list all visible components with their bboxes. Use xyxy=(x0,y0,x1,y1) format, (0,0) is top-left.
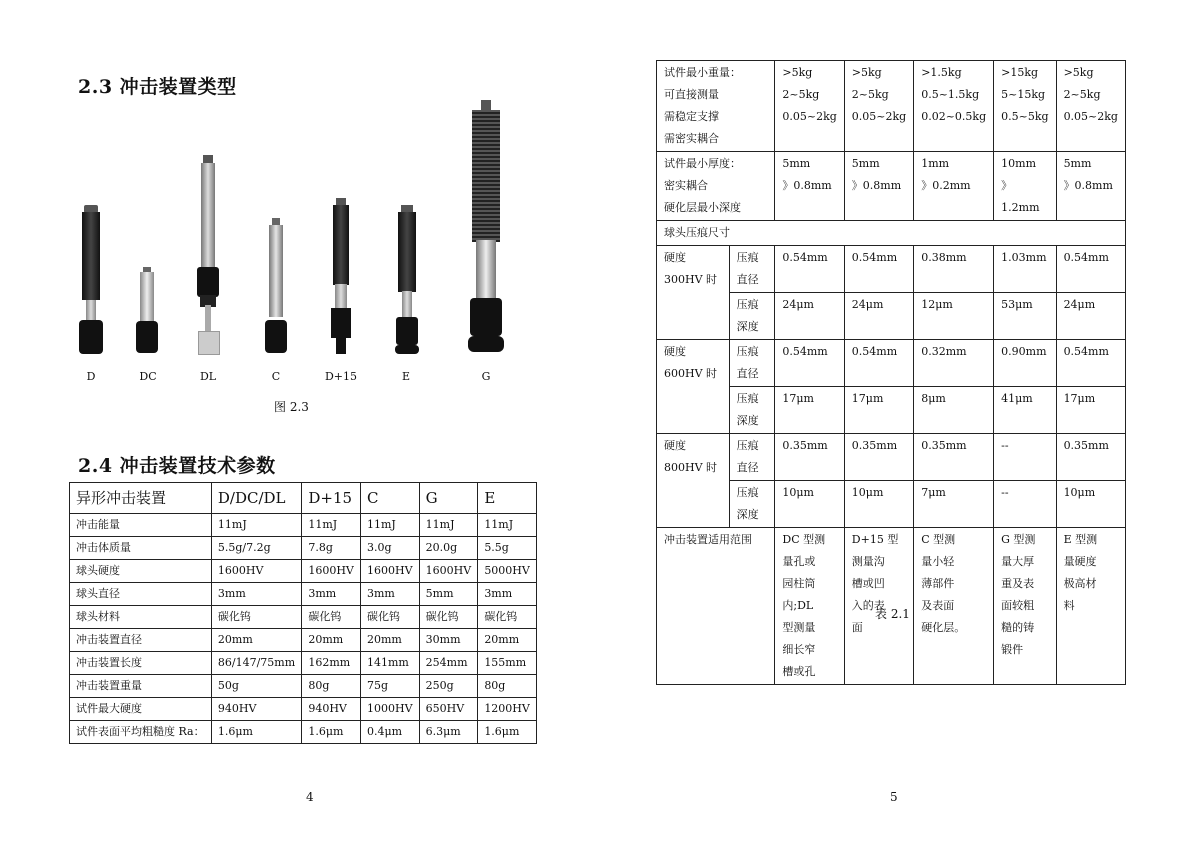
table-cell: 1000HV xyxy=(361,698,420,721)
device-label-d: D xyxy=(86,370,96,383)
table-cell: 10μm xyxy=(844,481,913,528)
table-cell: 0.54mm xyxy=(844,246,913,293)
table-cell: 碳化钨 xyxy=(361,606,420,629)
table-cell: 5.5g xyxy=(478,537,537,560)
table-cell: 11mJ xyxy=(419,514,478,537)
table-cell: 940HV xyxy=(211,698,301,721)
table-row xyxy=(70,675,537,698)
table-cell: 0.54mm xyxy=(844,340,913,387)
page-number-right: 5 xyxy=(890,790,898,804)
table-cell: 20mm xyxy=(361,629,420,652)
table-cell: C 型测 量小轻 薄部件 及表面 硬化层。 xyxy=(914,528,994,685)
impact-device-spec-table xyxy=(656,60,1126,685)
table-cell: 17μm xyxy=(844,387,913,434)
table-cell: 24μm xyxy=(775,293,844,340)
device-g-image xyxy=(468,100,504,355)
table-cell: 254mm xyxy=(419,652,478,675)
table-cell: >1.5kg 0.5~1.5kg 0.02~0.5kg xyxy=(914,61,994,152)
table-cell: 0.35mm xyxy=(914,434,994,481)
table-cell: 30mm xyxy=(419,629,478,652)
table-row xyxy=(70,698,537,721)
min-weight-row xyxy=(657,61,1126,152)
table-cell: 53μm xyxy=(994,293,1056,340)
table-cell: D+15 型 测量沟 槽或凹 入的表 面 xyxy=(844,528,913,685)
measure-name-cell: 压痕直径 xyxy=(729,246,775,293)
table-cell: 24μm xyxy=(844,293,913,340)
table-cell: 5000HV xyxy=(478,560,537,583)
table-cell: E 型测 量硬度 极高材 料 xyxy=(1056,528,1125,685)
hardness-label-cell: 硬度 800HV 时 xyxy=(657,434,730,528)
table-row xyxy=(70,583,537,606)
table-row xyxy=(70,721,537,744)
table-cell: 17μm xyxy=(775,387,844,434)
table-cell: 6.3μm xyxy=(419,721,478,744)
row-label-cell: 试件最小厚度： 密实耦合 硬化层最小深度 xyxy=(657,152,775,221)
table-cell: 0.32mm xyxy=(914,340,994,387)
table-cell: 碳化钨 xyxy=(478,606,537,629)
table-cell: 5.5g/7.2g xyxy=(211,537,301,560)
table-cell: G 型测 量大厚 重及表 面较粗 糙的铸 锻件 xyxy=(994,528,1056,685)
row-label-cell: 试件表面平均粗糙度 Ra： xyxy=(70,721,212,744)
table-cell: 11mJ xyxy=(302,514,361,537)
indent-size-title-row xyxy=(657,221,1126,246)
row-label-cell: 试件最大硬度 xyxy=(70,698,212,721)
table-cell: 162mm xyxy=(302,652,361,675)
table-cell: 8μm xyxy=(914,387,994,434)
table-cell: >15kg 5~15kg 0.5~5kg xyxy=(994,61,1056,152)
table-cell: 12μm xyxy=(914,293,994,340)
row-label-cell: 冲击体质量 xyxy=(70,537,212,560)
table-cell: 1600HV xyxy=(361,560,420,583)
table-cell: 1600HV xyxy=(211,560,301,583)
table-cell: 3mm xyxy=(361,583,420,606)
table-cell: 1.6μm xyxy=(211,721,301,744)
table-cell: 碳化钨 xyxy=(419,606,478,629)
table-cell: 24μm xyxy=(1056,293,1125,340)
min-thickness-row xyxy=(657,152,1126,221)
table-cell: 5mm 》0.8mm xyxy=(775,152,844,221)
row-label-cell: 冲击装置重量 xyxy=(70,675,212,698)
device-label-g: G xyxy=(481,370,491,383)
measure-name-cell: 压痕深度 xyxy=(729,293,775,340)
table-cell: 940HV xyxy=(302,698,361,721)
table-cell: 1.6μm xyxy=(478,721,537,744)
table-cell: 50g xyxy=(211,675,301,698)
table-cell: 1.03mm xyxy=(994,246,1056,293)
table-cell: 7μm xyxy=(914,481,994,528)
table-cell: 0.90mm xyxy=(994,340,1056,387)
measure-name-cell: 压痕深度 xyxy=(729,481,775,528)
header-cell: E xyxy=(478,483,537,514)
device-c-image xyxy=(265,218,287,355)
hardness-label-cell: 硬度 600HV 时 xyxy=(657,340,730,434)
table-cell: 20.0g xyxy=(419,537,478,560)
table-cell: 11mJ xyxy=(361,514,420,537)
table-cell: 0.4μm xyxy=(361,721,420,744)
table-cell: 5mm 》0.8mm xyxy=(844,152,913,221)
header-cell: D+15 xyxy=(302,483,361,514)
table-cell: 3mm xyxy=(211,583,301,606)
table-cell: 0.35mm xyxy=(844,434,913,481)
table-cell: 碳化钨 xyxy=(211,606,301,629)
table-cell: 650HV xyxy=(419,698,478,721)
table-cell: 1600HV xyxy=(302,560,361,583)
section-title-cell: 球头压痕尺寸 xyxy=(657,221,1126,246)
row-label-cell: 冲击能量 xyxy=(70,514,212,537)
table-cell: >5kg 2~5kg 0.05~2kg xyxy=(844,61,913,152)
table-cell: 0.54mm xyxy=(775,246,844,293)
table-cell: 7.8g xyxy=(302,537,361,560)
table-cell: 1600HV xyxy=(419,560,478,583)
table-cell: 3mm xyxy=(478,583,537,606)
hardness-row xyxy=(657,340,1126,387)
table-header-row xyxy=(70,483,537,514)
table-cell: 11mJ xyxy=(478,514,537,537)
device-e-image xyxy=(396,205,418,355)
device-label-dc: DC xyxy=(139,370,157,383)
row-label-cell: 球头硬度 xyxy=(70,560,212,583)
table-cell: 86/147/75mm xyxy=(211,652,301,675)
row-label-cell: 冲击装置适用范围 xyxy=(657,528,775,685)
table-cell: 碳化钨 xyxy=(302,606,361,629)
table-cell: 0.54mm xyxy=(775,340,844,387)
table-row xyxy=(70,560,537,583)
table-row xyxy=(70,514,537,537)
row-label-cell: 冲击装置直径 xyxy=(70,629,212,652)
table-cell: -- xyxy=(994,434,1056,481)
header-cell: C xyxy=(361,483,420,514)
table-cell: 5mm 》0.8mm xyxy=(1056,152,1125,221)
header-cell: G xyxy=(419,483,478,514)
table-cell: DC 型测 量孔或 园柱筒 内;DL 型测量 细长窄 槽或孔 xyxy=(775,528,844,685)
table-cell: 11mJ xyxy=(211,514,301,537)
table-cell: 80g xyxy=(478,675,537,698)
table-cell: 10μm xyxy=(775,481,844,528)
device-label-e: E xyxy=(401,370,411,383)
device-dl-image xyxy=(196,155,220,355)
row-label-cell: 球头材料 xyxy=(70,606,212,629)
page-number-left: 4 xyxy=(306,790,314,804)
table-cell: 10μm xyxy=(1056,481,1125,528)
table-cell: 41μm xyxy=(994,387,1056,434)
table-cell: 80g xyxy=(302,675,361,698)
table-cell: 1200HV xyxy=(478,698,537,721)
row-label-cell: 冲击装置长度 xyxy=(70,652,212,675)
table-row xyxy=(70,629,537,652)
table-caption: 表 2.1 xyxy=(875,607,910,621)
table-cell: 3.0g xyxy=(361,537,420,560)
hardness-label-cell: 硬度 300HV 时 xyxy=(657,246,730,340)
device-label-c: C xyxy=(271,370,281,383)
figure-caption: 图 2.3 xyxy=(274,400,309,414)
table-cell: >5kg 2~5kg 0.05~2kg xyxy=(1056,61,1125,152)
table-cell: 20mm xyxy=(211,629,301,652)
measure-name-cell: 压痕直径 xyxy=(729,340,775,387)
header-cell: 异形冲击装置 xyxy=(70,483,212,514)
section-2-3-title: 2.3 冲击装置类型 xyxy=(78,76,237,98)
table-cell: 0.38mm xyxy=(914,246,994,293)
table-cell: 0.54mm xyxy=(1056,340,1125,387)
table-cell: 250g xyxy=(419,675,478,698)
table-cell: 20mm xyxy=(478,629,537,652)
table-cell: 17μm xyxy=(1056,387,1125,434)
device-label-dl: DL xyxy=(199,370,217,383)
table-row xyxy=(70,537,537,560)
table-cell: 75g xyxy=(361,675,420,698)
hardness-row xyxy=(657,246,1126,293)
table-cell: 3mm xyxy=(302,583,361,606)
table-row xyxy=(70,652,537,675)
table-cell: 5mm xyxy=(419,583,478,606)
table-cell: 1mm 》0.2mm xyxy=(914,152,994,221)
impact-device-params-table xyxy=(69,482,537,744)
row-label-cell: 试件最小重量： 可直接测量 需稳定支撑 需密实耦合 xyxy=(657,61,775,152)
table-cell: >5kg 2~5kg 0.05~2kg xyxy=(775,61,844,152)
table-row xyxy=(70,606,537,629)
table-cell: 10mm 》1.2mm xyxy=(994,152,1056,221)
table-cell: 0.35mm xyxy=(1056,434,1125,481)
device-dc-image xyxy=(136,267,158,355)
measure-name-cell: 压痕直径 xyxy=(729,434,775,481)
table-cell: 20mm xyxy=(302,629,361,652)
row-label-cell: 球头直径 xyxy=(70,583,212,606)
hardness-row xyxy=(657,434,1126,481)
table-cell: 1.6μm xyxy=(302,721,361,744)
section-2-4-title: 2.4 冲击装置技术参数 xyxy=(78,455,276,477)
table-cell: 0.54mm xyxy=(1056,246,1125,293)
table-cell: 0.35mm xyxy=(775,434,844,481)
table-cell: -- xyxy=(994,481,1056,528)
header-cell: D/DC/DL xyxy=(211,483,301,514)
table-cell: 155mm xyxy=(478,652,537,675)
table-cell: 141mm xyxy=(361,652,420,675)
measure-name-cell: 压痕深度 xyxy=(729,387,775,434)
device-d15-image xyxy=(331,198,351,355)
device-label-d15: D+15 xyxy=(324,370,358,383)
device-d-image xyxy=(80,205,102,355)
